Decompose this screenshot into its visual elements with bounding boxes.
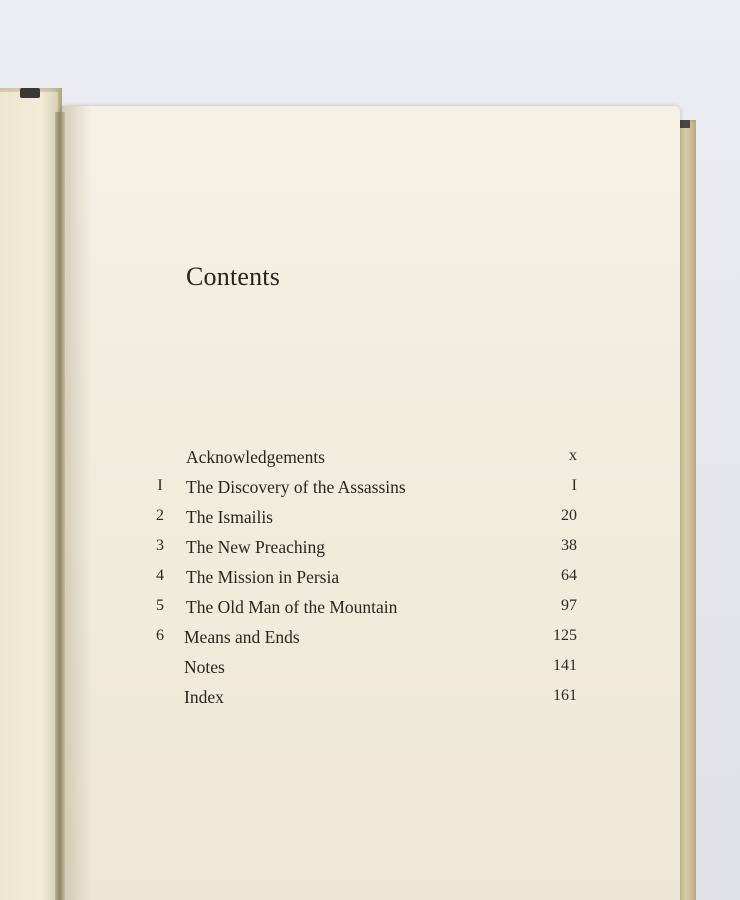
toc-chapter-title: Notes: [184, 657, 225, 677]
toc-chapter-number: 3: [156, 537, 164, 554]
toc-chapter-number: 4: [156, 567, 164, 584]
toc-entry-notes: [0, 657, 740, 683]
toc-page-number: 97: [561, 597, 577, 614]
toc-entry-acknowledgements: [0, 447, 740, 473]
toc-entry-chapter-3: [0, 537, 740, 563]
contents-heading: Contents: [186, 262, 281, 291]
book-gutter: [55, 112, 65, 900]
toc-page-number: 141: [553, 657, 577, 674]
contents-page: [62, 106, 680, 900]
book-binding-edge: [20, 88, 40, 98]
toc-page-number: x: [569, 447, 577, 464]
toc-chapter-title: Index: [184, 687, 224, 707]
toc-chapter-title: The Ismailis: [186, 507, 273, 527]
toc-page-number: 125: [553, 627, 577, 644]
toc-page-number: 20: [561, 507, 577, 524]
toc-entry-chapter-6: [0, 627, 740, 653]
toc-page-number: 38: [561, 537, 577, 554]
toc-entry-index: [0, 687, 740, 713]
toc-page-number: 64: [561, 567, 577, 584]
toc-entry-chapter-2: [0, 507, 740, 533]
toc-chapter-title: The Discovery of the Assassins: [186, 477, 406, 497]
toc-chapter-number: 6: [156, 627, 164, 644]
toc-chapter-number: 2: [156, 507, 164, 524]
toc-chapter-title: The New Preaching: [186, 537, 325, 557]
toc-chapter-title: The Old Man of the Mountain: [186, 597, 398, 617]
toc-entry-chapter-1: [0, 477, 740, 503]
toc-chapter-number: I: [157, 477, 163, 494]
toc-chapter-title: The Mission in Persia: [186, 567, 340, 587]
toc-page-number: I: [571, 477, 577, 494]
toc-chapter-title: Means and Ends: [184, 627, 300, 647]
toc-page-number: 161: [553, 687, 577, 704]
toc-entry-chapter-4: [0, 567, 740, 593]
toc-chapter-number: 5: [156, 597, 164, 614]
toc-chapter-title: Acknowledgements: [186, 447, 325, 467]
toc-entry-chapter-5: [0, 597, 740, 623]
